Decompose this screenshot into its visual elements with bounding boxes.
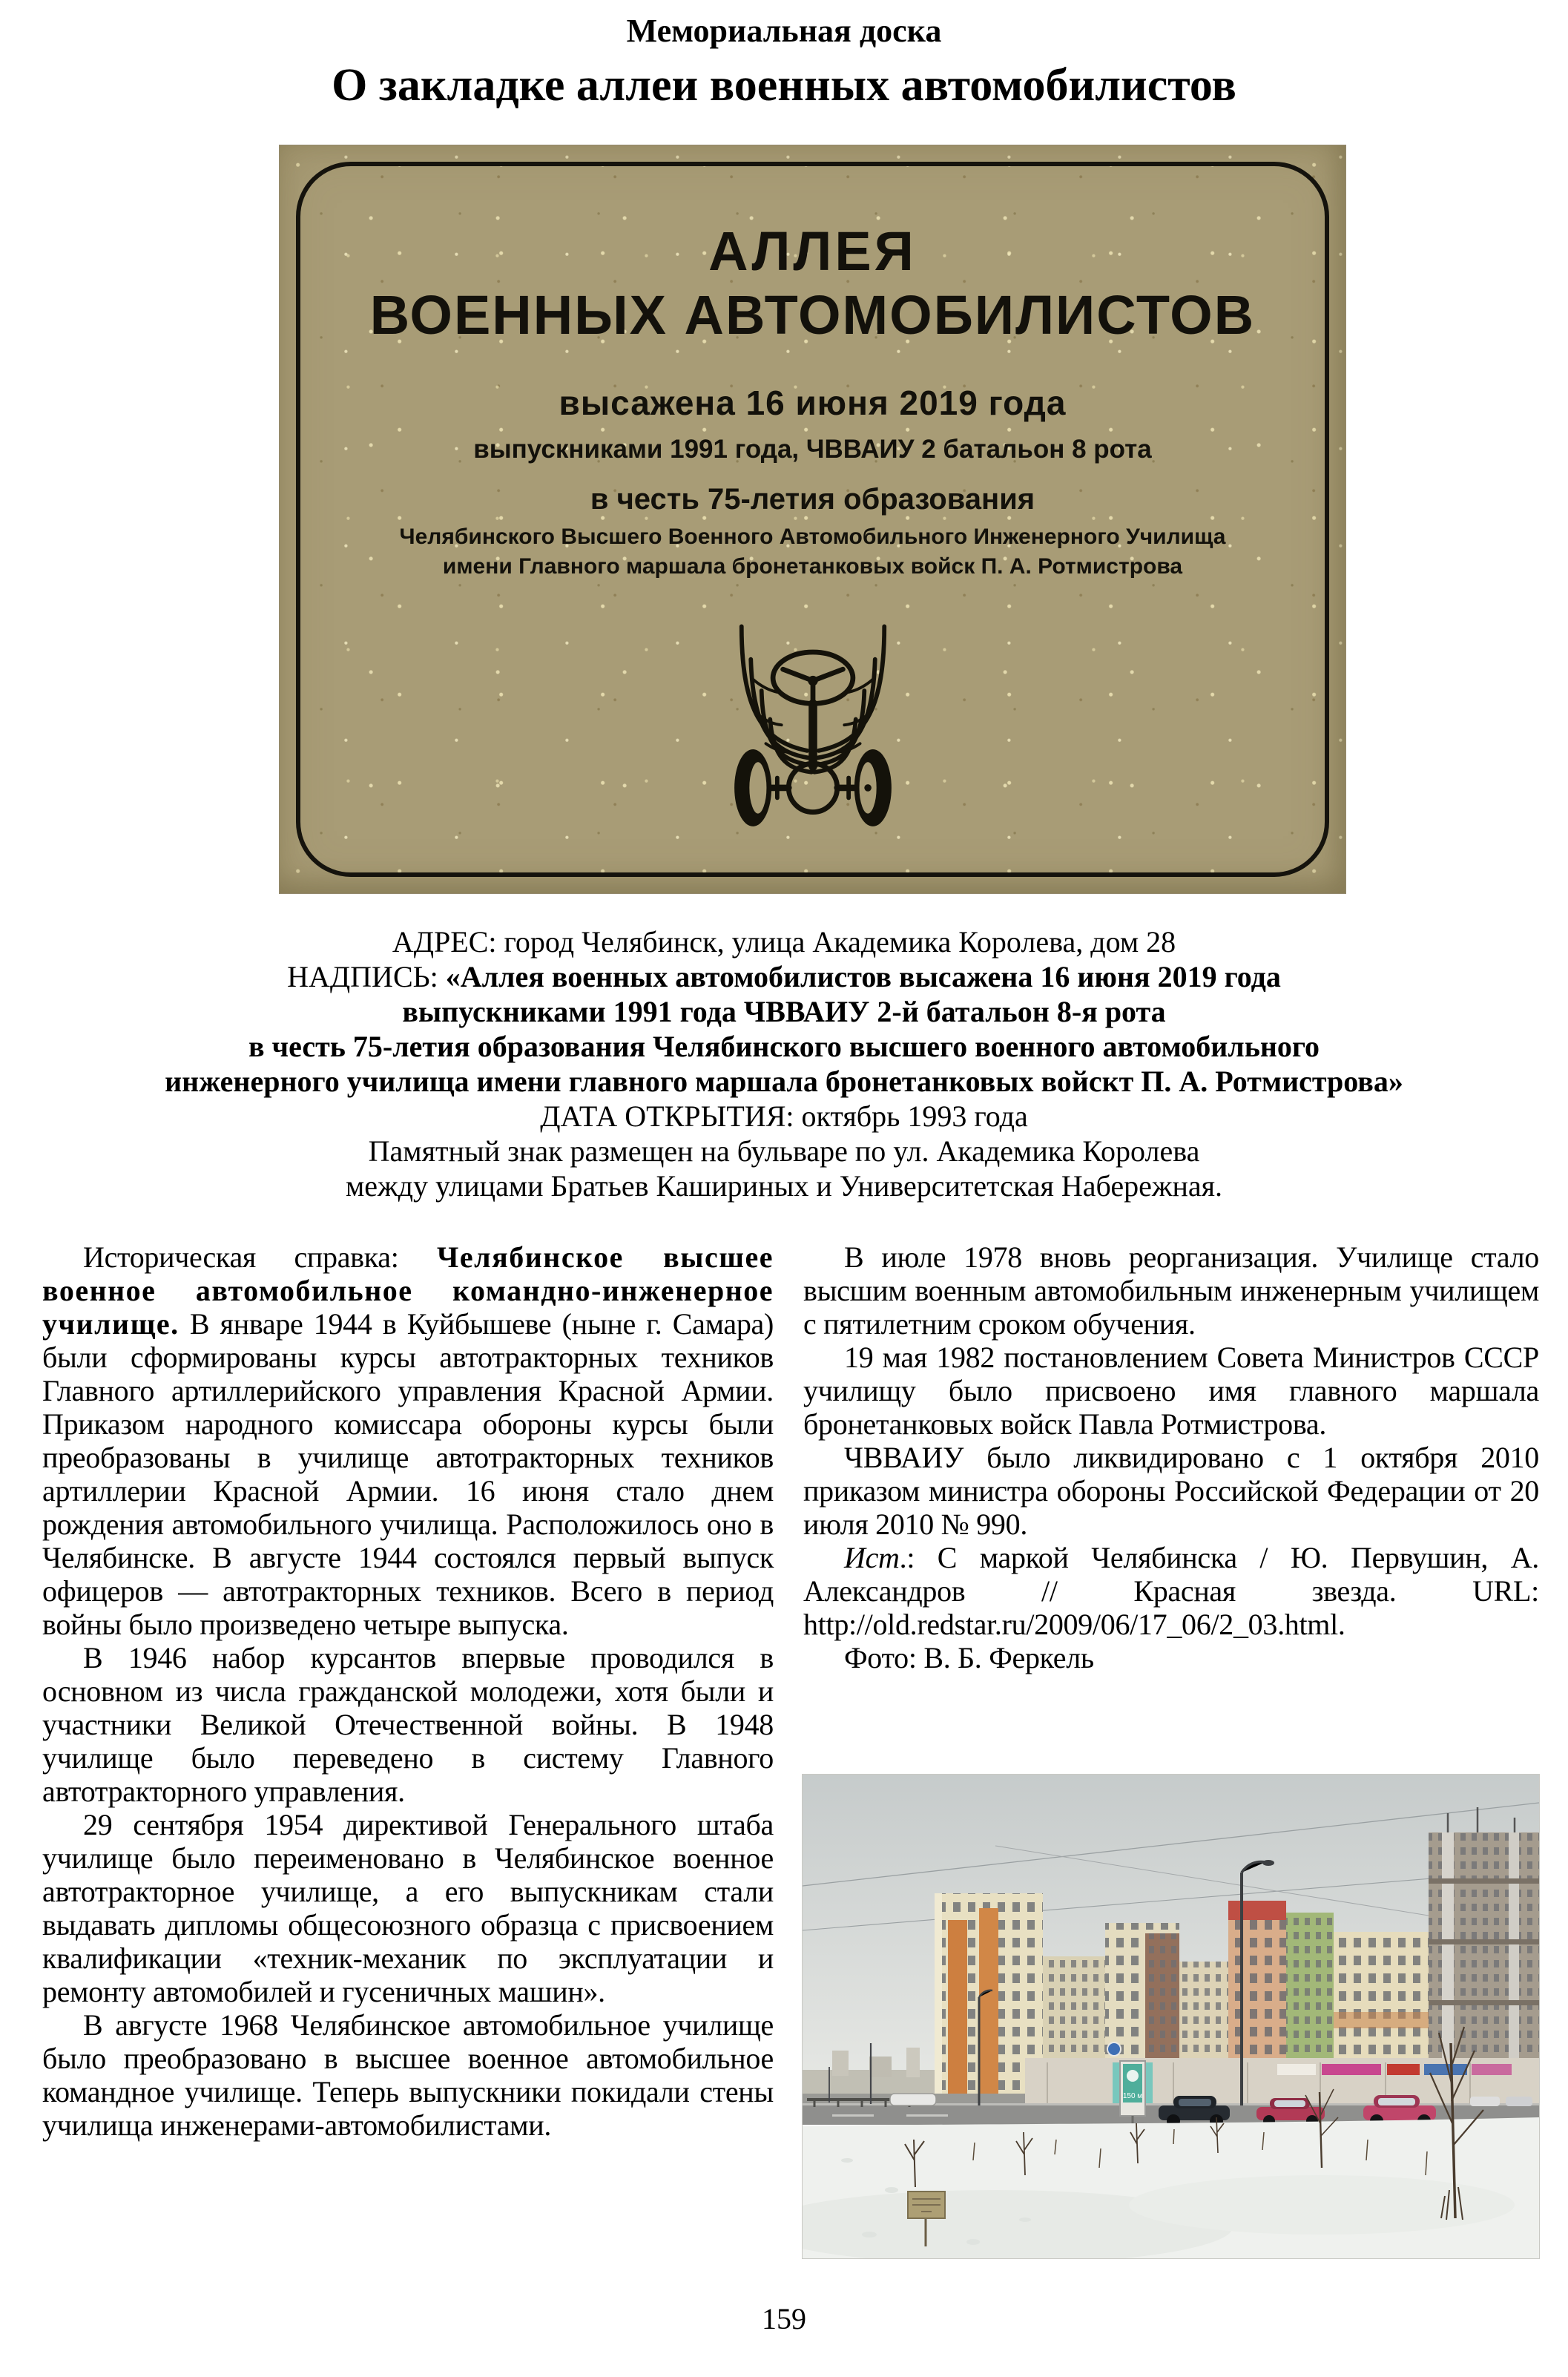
page-number: 159	[762, 2302, 806, 2335]
page-header: Мемориальная доска	[626, 13, 942, 49]
history-column-left	[42, 1240, 774, 2142]
plaque-graduates-line: выпускниками 1991 года, ЧВВАИУ 2 батальон 8 рота	[473, 435, 1152, 464]
plaque-title-line1: АЛЛЕЯ	[708, 220, 917, 282]
history-paragraph: 29 сентября 1954 директивой Генерального штаба училище было переименовано в Челябинское военное автотракторное училище, а его выпускникам стали выдавать дипломы общесоюзного образца с присвоением квалификации «техник-механик по эксплуатации и ремонту автомобилей и гусеничных машин».	[42, 1808, 774, 2008]
page-title: О закладке аллеи военных автомобилистов	[332, 60, 1236, 111]
history-paragraph: Историческая справка: Челябинское высшее военное автомобильное командно-инженерное училище. В январе 1944 в Куйбышеве (ныне г. Самара) были сформированы курсы автотракторных техников Главного артиллерийского управления Красной Армии. Приказом народного комиссара обороны курсы были преобразованы в училище автотракторных техников артиллерии Красной Армии. 16 июня стало днем рождения автомобильного училища. Расположилось оно в Челябинске. В августе 1944 состоялся первый выпуск офицеров — автотракторных техников. Всего в период войны было произведено четыре выпуска.	[42, 1240, 774, 1641]
location-line2: между улицами Братьев Кашириных и Университетская Набережная.	[345, 1169, 1223, 1203]
plaque-planted-line: высажена 16 июня 2019 года	[559, 384, 1067, 422]
plaque-title-line2: ВОЕННЫХ АВТОМОБИЛИСТОВ	[369, 284, 1256, 346]
inscription-line1: НАДПИСЬ: «Аллея военных автомобилистов высажена 16 июня 2019 года	[287, 960, 1281, 993]
inscription-line2: выпускниками 1991 года ЧВВАИУ 2-й батальон 8-я рота	[402, 995, 1166, 1028]
history-paragraph: В августе 1968 Челябинское автомобильное училище было преобразовано в высшее военное автомобильное командное училище. Теперь выпускники покидали стены училища инженерами-автомобилистами.	[42, 2008, 774, 2142]
address-line: АДРЕС: город Челябинск, улица Академика Королева, дом 28	[392, 925, 1176, 959]
inscription-line4: инженерного училища имени главного маршала бронетанковых войскт П. А. Ротмистрова»	[165, 1065, 1403, 1098]
photo-credit: Фото: В. Б. Феркель	[844, 1641, 1094, 1674]
history-column-right	[803, 1240, 1539, 1674]
history-paragraph: ЧВВАИУ было ликвидировано с 1 октября 2010 приказом министра обороны Российской Федерации от 20 июля 2010 № 990.	[803, 1441, 1539, 1541]
history-paragraph: В 1946 набор курсантов впервые проводился в основном из числа гражданской молодежи, хотя были и участники Великой Отечественной войны. В 1948 училище было переведено в систему Главного автотракторного управления.	[42, 1641, 774, 1808]
source-paragraph: Ист.: С маркой Челябинска / Ю. Первушин, А. Александров // Красная звезда. URL: http://old.redstar.ru/2009/06/17_06/2_03.html.	[803, 1541, 1539, 1641]
billboard-distance-text: 150 м	[1122, 2092, 1143, 2100]
memorial-plaque-photo	[280, 145, 1345, 893]
opening-date-line: ДАТА ОТКРЫТИЯ: октябрь 1993 года	[540, 1099, 1028, 1133]
plaque-honor-line3: имени Главного маршала бронетанковых войск П. А. Ротмистрова	[442, 554, 1183, 579]
street-photo	[803, 1775, 1539, 2258]
street-photo-image	[803, 1775, 1539, 2258]
location-line1: Памятный знак размещен на бульваре по ул. Академика Королева	[368, 1134, 1200, 1168]
history-paragraph: В июле 1978 вновь реорганизация. Училище стало высшим военным автомобильным инженерным училищем с пятилетним сроком обучения.	[803, 1240, 1539, 1341]
winged-wheel-emblem	[726, 615, 900, 844]
history-paragraph: 19 мая 1982 постановлением Совета Министров СССР училищу было присвоено имя главного маршала бронетанковых войск Павла Ротмистрова.	[803, 1341, 1539, 1441]
plaque-honor-line1: в честь 75-летия образования	[590, 483, 1035, 516]
plaque-honor-line2: Челябинского Высшего Военного Автомобильного Инженерного Училища	[399, 525, 1226, 549]
inscription-block	[0, 924, 1568, 1203]
inscription-line3: в честь 75-летия образования Челябинского высшего военного автомобильного	[248, 1030, 1320, 1063]
